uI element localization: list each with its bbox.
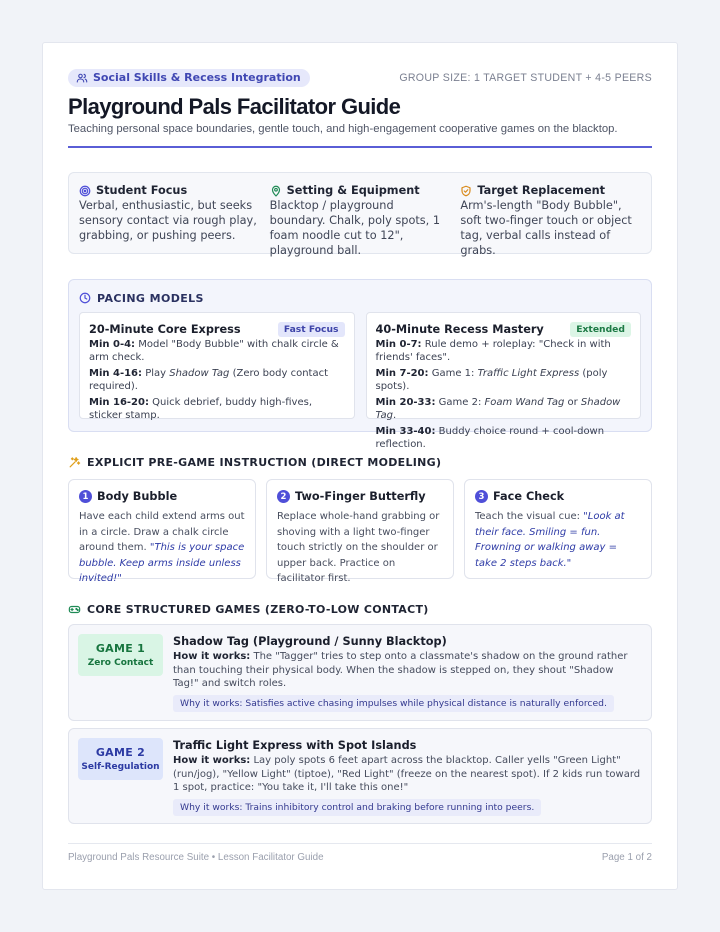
pacing-card-20min	[79, 312, 355, 419]
pacing-step: Min 20-33: Game 2: Foam Wand Tag or Shadow Tag.	[375, 397, 621, 421]
pacing-card-40min	[366, 312, 642, 450]
guide-page	[42, 42, 678, 890]
instruction-heading-label: EXPLICIT PRE-GAME INSTRUCTION (DIRECT MODELING)	[87, 455, 442, 469]
pacing-step: Min 33-40: Buddy choice round + cool-down reflection.	[375, 426, 605, 450]
gamepad-icon	[68, 603, 81, 616]
pacing-badge: Extended	[570, 322, 631, 337]
page-number: Page 1 of 2	[601, 852, 652, 863]
category-pill	[68, 69, 310, 87]
group-size-label: GROUP SIZE: 1 TARGET STUDENT + 4-5 PEERS	[399, 71, 652, 84]
pacing-step: Min 7-20: Game 1: Traffic Light Express (poly spots).	[375, 368, 608, 392]
student-focus-text: Verbal, enthusiastic, but seeks sensory contact via rough play, grabbing, or pushing peers.	[79, 199, 257, 242]
game-type: Zero Contact	[87, 658, 154, 668]
page-subtitle: Teaching personal space boundaries, gentle touch, and high-engagement cooperative games on the blacktop.	[68, 123, 618, 135]
instruction-card-body-bubble	[68, 479, 256, 584]
target-replacement	[460, 183, 641, 257]
student-focus-title: Student Focus	[96, 184, 188, 197]
instruction-card-text: Have each child extend arms out in a circle. Draw a chalk circle around them. "This is your space bubble. Keep arms inside unless invited!"	[79, 511, 245, 584]
student-focus-heading	[79, 183, 260, 198]
student-focus	[79, 183, 260, 253]
games-heading-label: CORE STRUCTURED GAMES (ZERO-TO-LOW CONTACT)	[87, 602, 429, 616]
game-number: GAME 2	[95, 746, 146, 759]
replacement-heading	[460, 183, 641, 198]
games-heading	[68, 601, 652, 617]
shield-check-icon	[460, 185, 472, 197]
replacement-text: Arm's-length "Body Bubble", soft two-finger touch or object tag, verbal calls instead of grabs.	[460, 199, 632, 257]
game-tag	[78, 738, 163, 780]
instruction-card-text: Teach the visual cue: "Look at their face. Smiling = fun. Frowning or walking away = take 2 steps back."	[475, 511, 625, 569]
pacing-step: Min 16-20: Quick debrief, buddy high-fives, sticker stamp.	[89, 397, 313, 421]
pacing-step: Min 4-16: Play Shadow Tag (Zero body contact required).	[89, 368, 329, 392]
pacing-panel	[68, 279, 652, 450]
instruction-card-two-finger	[266, 479, 454, 584]
pacing-step: Min 0-7: Rule demo + roleplay: "Check in with friends' faces".	[375, 339, 611, 363]
pacing-step: Min 0-4: Model "Body Bubble" with chalk circle & arm check.	[89, 339, 339, 363]
footer-source: Playground Pals Resource Suite • Lesson Facilitator Guide	[68, 852, 324, 863]
why-it-works-note: Why it works: Satisfies active chasing impulses while physical distance is naturally enforced.	[173, 695, 614, 712]
header-row	[68, 68, 652, 87]
game-type: Self-Regulation	[81, 762, 160, 772]
clock-icon	[79, 292, 91, 304]
game-card-shadow-tag	[68, 624, 652, 721]
game-number: GAME 1	[95, 642, 146, 655]
game-title: Traffic Light Express with Spot Islands	[173, 739, 417, 752]
instruction-card-title: Body Bubble	[97, 490, 178, 503]
pacing-card-title: 20-Minute Core Express	[89, 322, 241, 336]
game-title: Shadow Tag (Playground / Sunny Blacktop)	[173, 635, 447, 648]
pacing-heading	[79, 290, 641, 306]
instruction-card-title: Face Check	[493, 490, 565, 503]
game-description: How it works: Lay poly spots 6 feet apart across the blacktop. Caller yells "Green Light" (run/jog), "Yellow Light" (tiptoe), "Red Light" (freeze on the nearest spot). If 2 kids run toward 1 spot, practice: "You take it, I'll take this one!"	[173, 755, 641, 793]
setting-title: Setting & Equipment	[286, 184, 420, 197]
pacing-heading-label: PACING MODELS	[97, 291, 204, 305]
setting-heading	[270, 183, 451, 198]
setting-equipment	[269, 183, 451, 257]
instruction-card-title: Two-Finger Butterfly	[295, 490, 426, 503]
page-footer	[68, 843, 652, 863]
instruction-card-text: Replace whole-hand grabbing or shoving with a light two-finger touch strictly on the shoulder or upper back. Practice on facilitator first.	[277, 511, 440, 584]
why-it-works-note: Why it works: Trains inhibitory control and braking before running into peers.	[173, 799, 541, 816]
game-card-traffic-light	[68, 728, 652, 824]
replacement-title: Target Replacement	[477, 184, 606, 197]
focus-panel	[68, 172, 652, 257]
target-icon	[79, 185, 91, 197]
step-number-badge: 2	[277, 490, 290, 503]
pacing-card-title: 40-Minute Recess Mastery	[375, 322, 544, 336]
step-number-badge: 1	[79, 490, 92, 503]
map-pin-icon	[270, 185, 282, 197]
users-icon	[76, 72, 88, 84]
step-number-badge: 3	[475, 490, 488, 503]
game-tag	[78, 634, 163, 676]
instruction-heading	[68, 454, 652, 470]
instruction-card-face-check	[464, 479, 652, 579]
page-title: Playground Pals Facilitator Guide	[68, 94, 401, 119]
category-pill-label: Social Skills & Recess Integration	[93, 71, 301, 84]
pacing-badge: Fast Focus	[278, 322, 345, 337]
setting-text: Blacktop / playground boundary. Chalk, poly spots, 1 foam noodle cut to 12", playground ball.	[269, 199, 441, 257]
sparkles-icon	[68, 456, 81, 469]
title-divider	[68, 146, 652, 148]
game-description: How it works: The "Tagger" tries to step onto a classmate's shadow on the ground rather than touching their physical body. When the shadow is stepped on, they shout "Shadow Tag!" and switch roles.	[173, 651, 628, 689]
